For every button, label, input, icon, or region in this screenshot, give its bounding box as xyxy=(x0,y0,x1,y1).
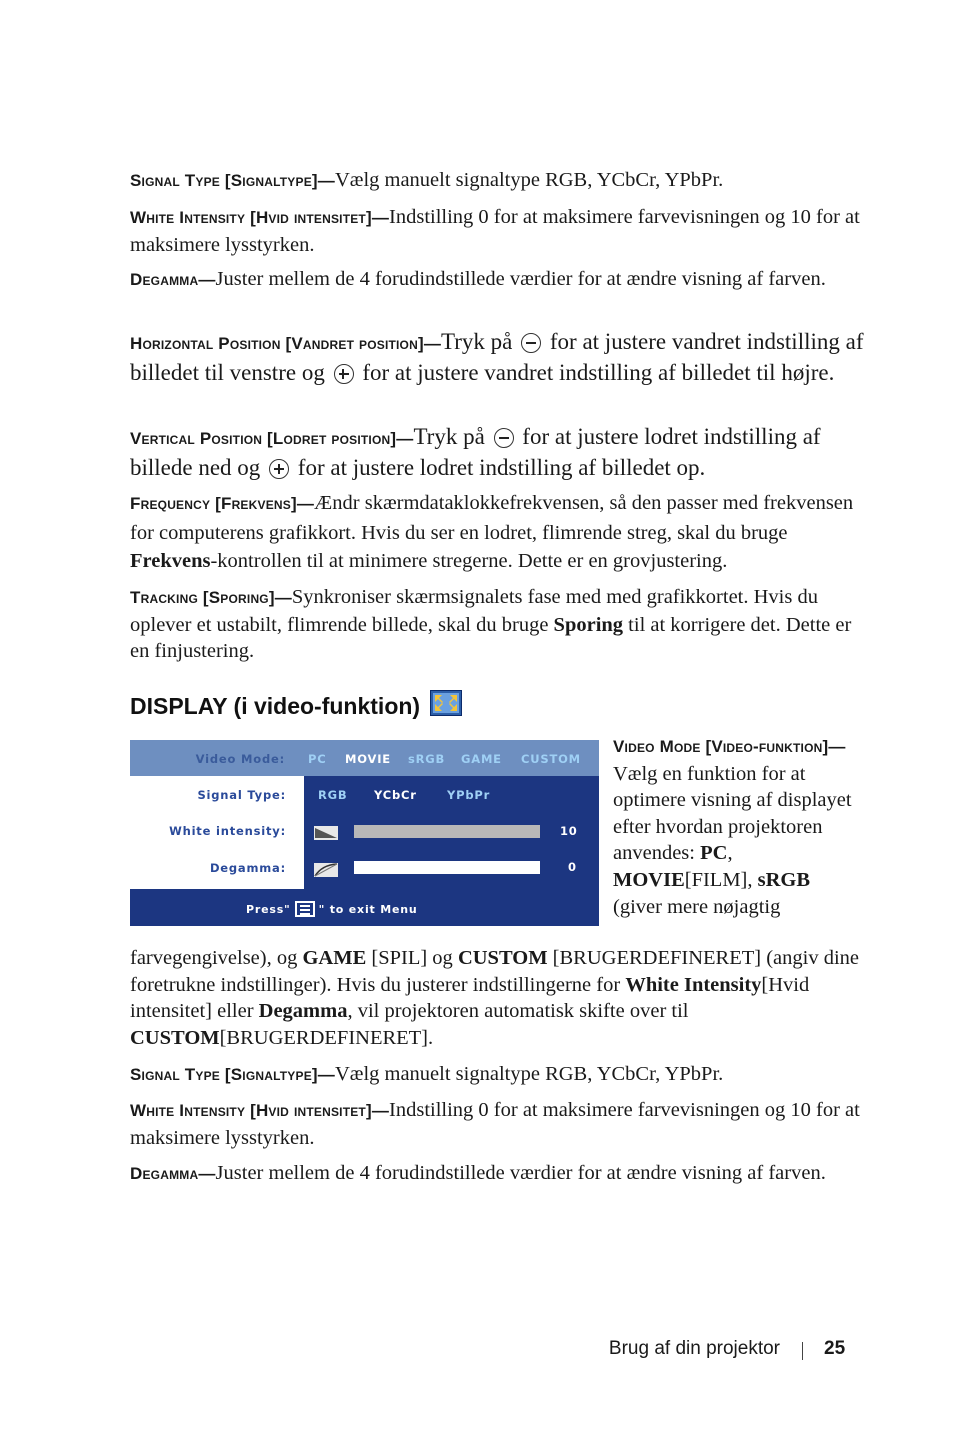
video-mode-continued xyxy=(130,945,865,1051)
video-mode-text-3: farvegengivelse), og xyxy=(130,947,303,969)
osd-footer xyxy=(130,889,599,926)
signal-type-term: Signal Type [Signaltype]— xyxy=(130,171,335,190)
osd-mode-pc[interactable]: PC xyxy=(308,752,327,766)
signal-type-paragraph xyxy=(130,167,865,195)
video-mode-text-5: [Hvid intensitet] eller xyxy=(130,973,810,1022)
osd-press-text: Press xyxy=(246,903,285,916)
video-mode-side-text xyxy=(613,733,863,920)
osd-mode-srgb[interactable]: sRGB xyxy=(408,752,446,766)
video-mode-film: [FILM], xyxy=(684,868,758,891)
osd-press-hint: Press" " to exit Menu xyxy=(246,903,418,916)
degamma-text-2: Juster mellem de 4 forudindstillede værdier for at ændre visning af farven. xyxy=(215,1162,826,1184)
white-intensity-term-2: White Intensity [Hvid intensitet]— xyxy=(130,1101,390,1120)
osd-signal-ycbcr[interactable]: YCbCr xyxy=(374,788,417,802)
page-footer xyxy=(0,1338,954,1364)
degamma-slider[interactable] xyxy=(354,861,540,874)
osd-exit-text: to exit Menu xyxy=(329,903,418,916)
page-number: 25 xyxy=(824,1338,846,1359)
degamma-paragraph-2 xyxy=(130,1160,865,1188)
horizontal-text-2: for at justere vandret indstilling af billedet til venstre og xyxy=(130,329,864,385)
video-mode-spil: [SPIL] og xyxy=(366,947,458,969)
video-mode-game: GAME xyxy=(302,947,367,969)
horizontal-text-1: Tryk på xyxy=(441,329,519,354)
tracking-text-2: til at korrigere det. Dette er en finjustering. xyxy=(130,613,852,662)
menu-button-icon xyxy=(295,901,315,917)
tracking-term: Tracking [Sporing]— xyxy=(130,588,292,607)
video-mode-text-6: , vil projektoren automatisk skifte over til xyxy=(347,1000,689,1022)
video-mode-movie: MOVIE xyxy=(613,868,685,891)
osd-video-mode-label: Video Mode: xyxy=(195,752,285,766)
display-heading-text: DISPLAY (i video-funktion) xyxy=(130,693,421,719)
signal-type-text-2: Vælg manuelt signaltype RGB, YCbCr, YPbPr. xyxy=(334,1063,724,1085)
white-intensity-text-2: Indstilling 0 for at maksimere farvevisningen og 10 for at maksimere lysstyrken. xyxy=(130,1099,860,1149)
degamma-paragraph xyxy=(130,266,865,294)
osd-signal-ypbpr[interactable]: YPbPr xyxy=(447,788,491,802)
degamma-term: Degamma— xyxy=(130,270,216,289)
white-intensity-paragraph xyxy=(130,204,865,258)
tracking-bold: Sporing xyxy=(553,613,624,636)
plus-button-icon xyxy=(334,364,354,384)
osd-white-intensity-label: White intensity: xyxy=(169,824,286,838)
horizontal-position-term: Horizontal Position [Vandret position]— xyxy=(130,334,442,353)
white-intensity-slider[interactable] xyxy=(354,825,540,838)
osd-signal-type-label: Signal Type: xyxy=(197,788,286,802)
tracking-paragraph xyxy=(130,584,865,665)
video-mode-degamma: Degamma xyxy=(258,1000,348,1022)
video-mode-srgb: sRGB xyxy=(757,868,811,891)
osd-values-panel xyxy=(304,776,599,889)
osd-mode-movie[interactable]: MOVIE xyxy=(345,752,391,766)
vertical-position-term: Vertical Position [Lodret position]— xyxy=(130,429,414,448)
horizontal-position-paragraph xyxy=(130,327,865,387)
degamma-value: 0 xyxy=(568,860,577,874)
frequency-text-1: Ændr skærmdataklokkefrekvensen, så den passer med frekvensen for computerens grafikkort. Hvis du ser en lodret, flimrende streg, skal du bruge xyxy=(130,492,854,544)
video-mode-text-7: [BRUGERDEFINERET]. xyxy=(219,1026,434,1049)
degamma-term-2: Degamma— xyxy=(130,1164,216,1183)
frequency-text-2: -kontrollen til at minimere stregerne. Dette er en grovjustering. xyxy=(210,550,728,572)
minus-button-icon xyxy=(521,333,541,353)
horizontal-text-3: for at justere vandret indstilling af billedet til højre. xyxy=(356,360,835,385)
osd-mode-game[interactable]: GAME xyxy=(461,752,502,766)
white-intensity-paragraph-2 xyxy=(130,1097,865,1151)
video-mode-white-intensity: White Intensity xyxy=(625,973,762,996)
vertical-text-2: for at justere lodret indstilling af billede ned og xyxy=(130,424,821,480)
video-mode-custom: CUSTOM xyxy=(457,947,548,969)
white-intensity-text: Indstilling 0 for at maksimere farvevisningen og 10 for at maksimere lysstyrken. xyxy=(130,206,860,256)
degamma-icon xyxy=(314,863,338,877)
video-mode-custom-2: CUSTOM xyxy=(130,1026,220,1049)
video-mode-term: Video Mode [Video-funktion]— xyxy=(613,737,846,756)
osd-degamma-label: Degamma: xyxy=(209,861,286,875)
vertical-text-1: Tryk på xyxy=(413,424,491,449)
video-mode-text-2: (giver mere nøjagtig xyxy=(613,895,781,918)
white-intensity-slider-fill xyxy=(354,825,540,838)
minus-button-icon xyxy=(494,428,514,448)
frequency-bold: Frekvens xyxy=(130,550,211,572)
frequency-paragraph xyxy=(130,489,865,576)
osd-signal-rgb[interactable]: RGB xyxy=(318,788,348,802)
video-mode-comma: , xyxy=(727,842,733,865)
frequency-term: Frequency [Frekvens]— xyxy=(130,494,315,513)
video-mode-pc: PC xyxy=(700,842,728,865)
plus-button-icon xyxy=(269,459,289,479)
white-intensity-term: White Intensity [Hvid intensitet]— xyxy=(130,208,390,227)
display-heading xyxy=(130,688,462,724)
vertical-position-paragraph xyxy=(130,422,865,482)
footer-separator xyxy=(802,1342,803,1360)
signal-type-paragraph-2 xyxy=(130,1061,865,1089)
osd-video-mode-row xyxy=(130,740,599,776)
white-intensity-value: 10 xyxy=(560,824,578,838)
signal-type-text: Vælg manuelt signaltype RGB, YCbCr, YPbPr. xyxy=(334,169,724,191)
osd-menu xyxy=(130,740,599,926)
vertical-text-3: for at justere lodret indstilling af billedet op. xyxy=(292,455,706,480)
degamma-text: Juster mellem de 4 forudindstillede værdier for at ændre visning af farven. xyxy=(215,268,826,290)
video-mode-text-1: Vælg en funktion for at optimere visning af displayet efter hvordan projektoren anvendes: xyxy=(613,762,852,865)
signal-type-term-2: Signal Type [Signaltype]— xyxy=(130,1065,335,1084)
tracking-text-1: Synkroniser skærmsignalets fase med med grafikkortet. Hvis du oplever et ustabilt, flimrende billede, skal du bruge xyxy=(130,586,818,636)
white-intensity-icon xyxy=(314,826,338,840)
video-mode-text-4: [BRUGERDEFINERET] (angiv dine foretrukne indstillinger). Hvis du justerer indstillingerne for xyxy=(130,947,859,996)
osd-mode-custom[interactable]: CUSTOM xyxy=(521,752,581,766)
display-icon xyxy=(430,690,462,716)
footer-title: Brug af din projektor xyxy=(608,1338,780,1359)
osd-labels-panel xyxy=(130,776,304,889)
